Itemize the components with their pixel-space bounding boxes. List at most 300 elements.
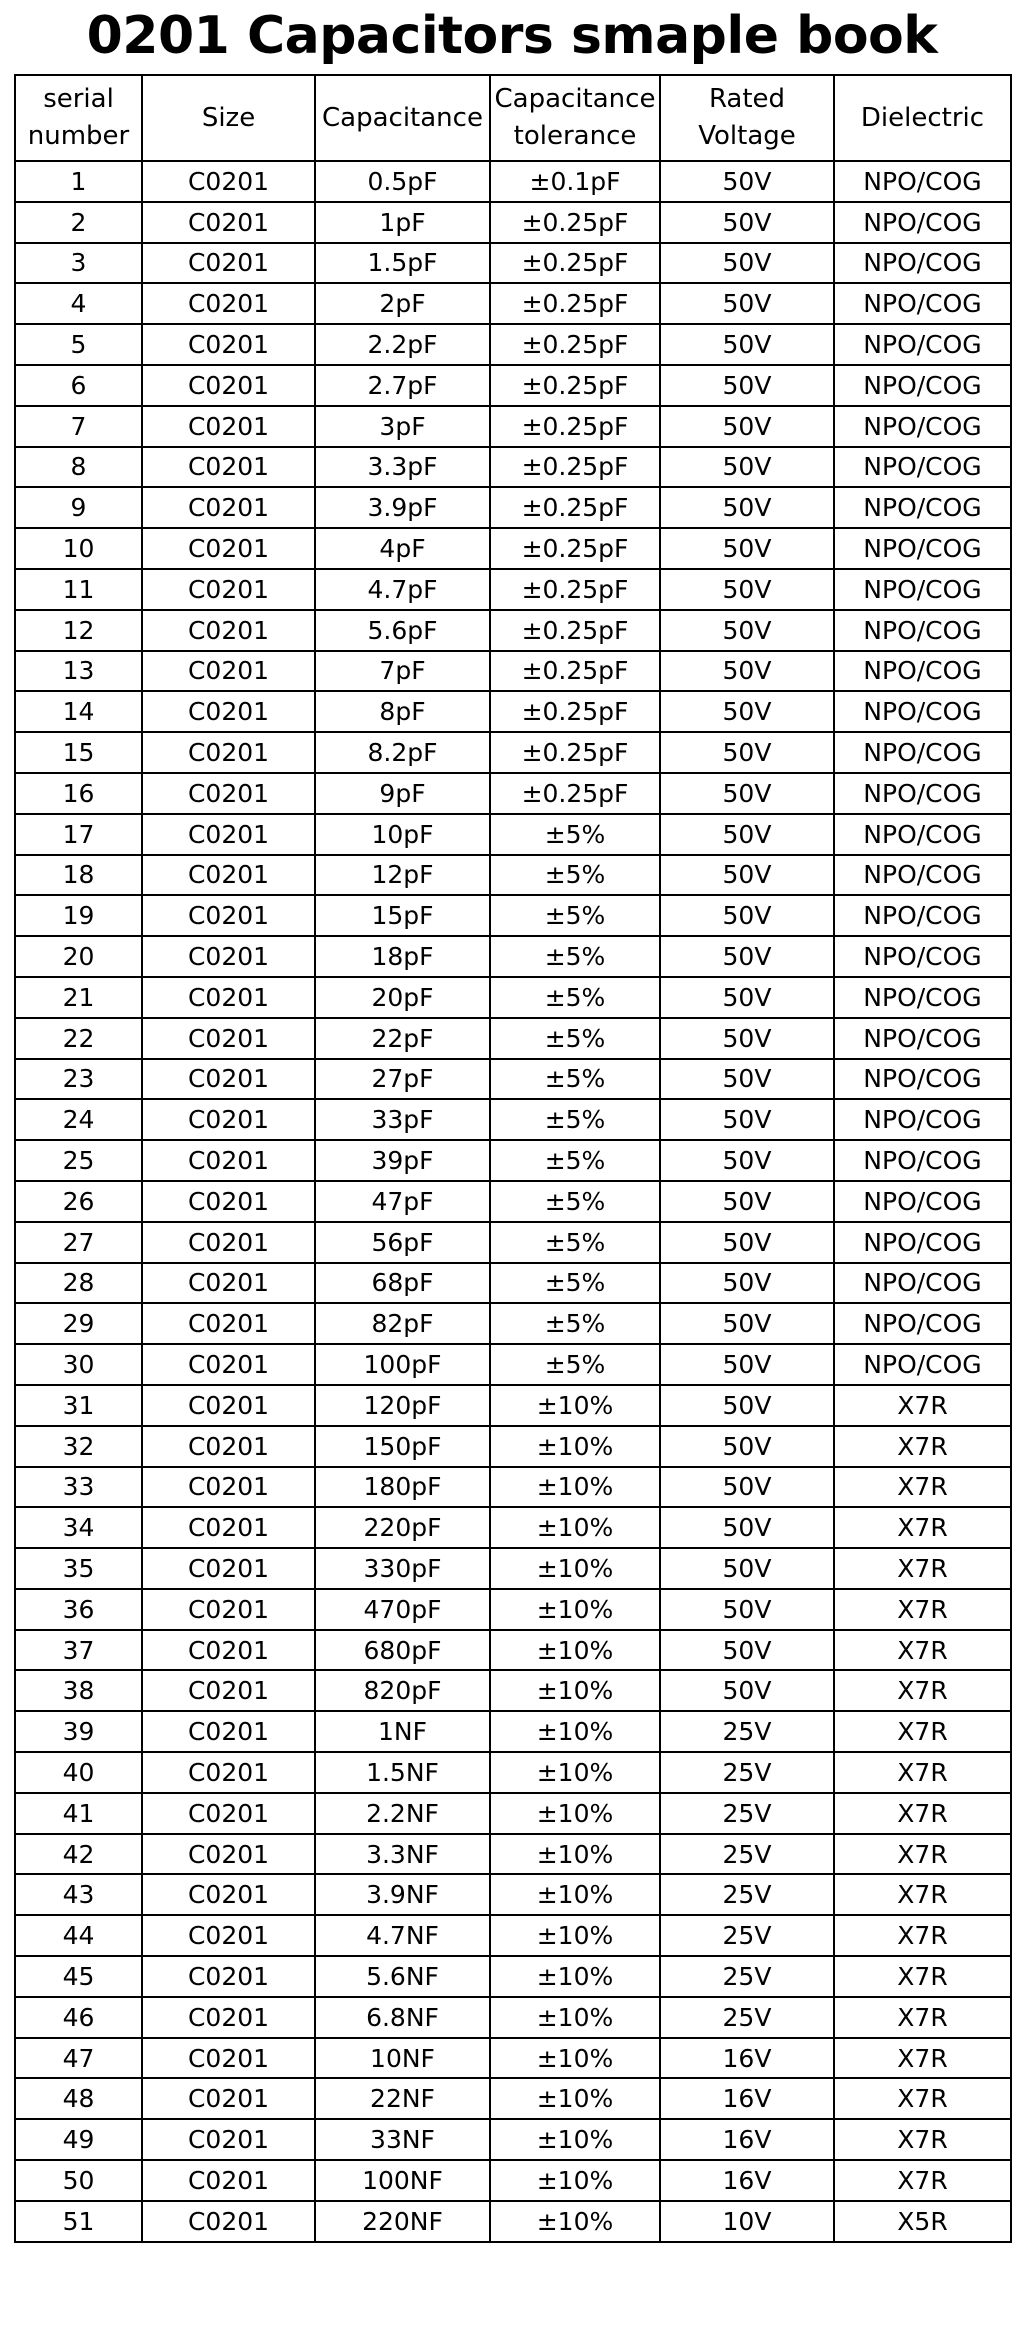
rated-voltage-cell: 25V <box>660 1752 834 1793</box>
tolerance-cell: ±5% <box>490 1018 660 1059</box>
table-row <box>15 1222 1011 1263</box>
dielectric-cell: NPO/COG <box>834 977 1011 1018</box>
capacitance-cell: 2pF <box>315 283 490 324</box>
rated-voltage-cell: 50V <box>660 569 834 610</box>
header-dielectric-label: Dielectric <box>860 102 985 133</box>
dielectric-cell: NPO/COG <box>834 895 1011 936</box>
dielectric-cell: NPO/COG <box>834 243 1011 284</box>
rated-voltage-cell: 50V <box>660 1181 834 1222</box>
size-cell: C0201 <box>142 1099 315 1140</box>
dielectric-cell: X7R <box>834 1834 1011 1875</box>
dielectric-cell: NPO/COG <box>834 651 1011 692</box>
rated-voltage-cell: 50V <box>660 1303 834 1344</box>
dielectric-cell: X7R <box>834 2160 1011 2201</box>
serial-number-cell: 44 <box>15 1915 142 1956</box>
capacitance-cell: 12pF <box>315 855 490 896</box>
size-cell: C0201 <box>142 773 315 814</box>
dielectric-cell: NPO/COG <box>834 406 1011 447</box>
size-cell: C0201 <box>142 1140 315 1181</box>
capacitance-cell: 0.5pF <box>315 161 490 202</box>
table-row <box>15 2160 1011 2201</box>
tolerance-cell: ±0.25pF <box>490 732 660 773</box>
rated-voltage-cell: 50V <box>660 1467 834 1508</box>
tolerance-cell: ±0.25pF <box>490 406 660 447</box>
capacitance-cell: 2.7pF <box>315 365 490 406</box>
header-serial-line2: number <box>27 121 130 151</box>
serial-number-cell: 47 <box>15 2038 142 2079</box>
dielectric-cell: NPO/COG <box>834 1344 1011 1385</box>
capacitance-cell: 180pF <box>315 1467 490 1508</box>
table-row <box>15 773 1011 814</box>
capacitance-cell: 3.9NF <box>315 1874 490 1915</box>
rated-voltage-cell: 25V <box>660 1915 834 1956</box>
serial-number-cell: 16 <box>15 773 142 814</box>
capacitance-cell: 5.6NF <box>315 1956 490 1997</box>
rated-voltage-cell: 50V <box>660 1630 834 1671</box>
size-cell: C0201 <box>142 855 315 896</box>
tolerance-cell: ±10% <box>490 2201 660 2242</box>
table-row <box>15 569 1011 610</box>
size-cell: C0201 <box>142 365 315 406</box>
capacitance-cell: 8pF <box>315 691 490 732</box>
rated-voltage-cell: 25V <box>660 1874 834 1915</box>
rated-voltage-cell: 50V <box>660 1548 834 1589</box>
table-row <box>15 1059 1011 1100</box>
dielectric-cell: X7R <box>834 1630 1011 1671</box>
serial-number-cell: 23 <box>15 1059 142 1100</box>
dielectric-cell: X7R <box>834 1507 1011 1548</box>
table-row <box>15 2119 1011 2160</box>
dielectric-cell: X7R <box>834 1874 1011 1915</box>
dielectric-cell: X7R <box>834 2119 1011 2160</box>
capacitance-cell: 470pF <box>315 1589 490 1630</box>
rated-voltage-cell: 25V <box>660 1793 834 1834</box>
capacitance-cell: 1NF <box>315 1711 490 1752</box>
rated-voltage-cell: 50V <box>660 161 834 202</box>
tolerance-cell: ±5% <box>490 1303 660 1344</box>
table-row <box>15 814 1011 855</box>
dielectric-cell: NPO/COG <box>834 1018 1011 1059</box>
size-cell: C0201 <box>142 2201 315 2242</box>
capacitor-table <box>14 74 1012 2243</box>
table-row <box>15 1426 1011 1467</box>
dielectric-cell: NPO/COG <box>834 691 1011 732</box>
tolerance-cell: ±10% <box>490 1915 660 1956</box>
table-row <box>15 2078 1011 2119</box>
size-cell: C0201 <box>142 1997 315 2038</box>
tolerance-cell: ±0.25pF <box>490 283 660 324</box>
dielectric-cell: X7R <box>834 1711 1011 1752</box>
size-cell: C0201 <box>142 2119 315 2160</box>
dielectric-cell: NPO/COG <box>834 365 1011 406</box>
size-cell: C0201 <box>142 1181 315 1222</box>
serial-number-cell: 18 <box>15 855 142 896</box>
dielectric-cell: X7R <box>834 1426 1011 1467</box>
tolerance-cell: ±5% <box>490 814 660 855</box>
size-cell: C0201 <box>142 936 315 977</box>
serial-number-cell: 43 <box>15 1874 142 1915</box>
size-cell: C0201 <box>142 1630 315 1671</box>
capacitance-cell: 3.9pF <box>315 487 490 528</box>
dielectric-cell: NPO/COG <box>834 202 1011 243</box>
size-cell: C0201 <box>142 1507 315 1548</box>
dielectric-cell: NPO/COG <box>834 773 1011 814</box>
rated-voltage-cell: 50V <box>660 732 834 773</box>
rated-voltage-cell: 50V <box>660 936 834 977</box>
capacitance-cell: 7pF <box>315 651 490 692</box>
header-tolerance-line1: Capacitance <box>494 84 656 114</box>
tolerance-cell: ±5% <box>490 1059 660 1100</box>
table-row <box>15 1915 1011 1956</box>
capacitance-cell: 3.3NF <box>315 1834 490 1875</box>
table-row <box>15 1344 1011 1385</box>
size-cell: C0201 <box>142 1915 315 1956</box>
capacitance-cell: 56pF <box>315 1222 490 1263</box>
size-cell: C0201 <box>142 1548 315 1589</box>
serial-number-cell: 8 <box>15 447 142 488</box>
tolerance-cell: ±10% <box>490 1997 660 2038</box>
dielectric-cell: X7R <box>834 1997 1011 2038</box>
tolerance-cell: ±5% <box>490 855 660 896</box>
rated-voltage-cell: 10V <box>660 2201 834 2242</box>
table-row <box>15 895 1011 936</box>
size-cell: C0201 <box>142 977 315 1018</box>
tolerance-cell: ±10% <box>490 1467 660 1508</box>
capacitance-cell: 27pF <box>315 1059 490 1100</box>
header-size-label: Size <box>201 102 256 133</box>
size-cell: C0201 <box>142 1956 315 1997</box>
table-row <box>15 732 1011 773</box>
tolerance-cell: ±0.25pF <box>490 243 660 284</box>
dielectric-cell: NPO/COG <box>834 1181 1011 1222</box>
serial-number-cell: 31 <box>15 1385 142 1426</box>
dielectric-cell: NPO/COG <box>834 732 1011 773</box>
size-cell: C0201 <box>142 1834 315 1875</box>
dielectric-cell: NPO/COG <box>834 569 1011 610</box>
size-cell: C0201 <box>142 283 315 324</box>
rated-voltage-cell: 50V <box>660 855 834 896</box>
table-row <box>15 2038 1011 2079</box>
size-cell: C0201 <box>142 528 315 569</box>
serial-number-cell: 41 <box>15 1793 142 1834</box>
size-cell: C0201 <box>142 732 315 773</box>
dielectric-cell: X7R <box>834 2038 1011 2079</box>
rated-voltage-cell: 16V <box>660 2038 834 2079</box>
header-rated-voltage <box>660 75 834 161</box>
dielectric-cell: NPO/COG <box>834 855 1011 896</box>
tolerance-cell: ±0.25pF <box>490 773 660 814</box>
dielectric-cell: NPO/COG <box>834 324 1011 365</box>
capacitance-cell: 2.2NF <box>315 1793 490 1834</box>
tolerance-cell: ±0.25pF <box>490 610 660 651</box>
capacitance-cell: 120pF <box>315 1385 490 1426</box>
header-tolerance-line2: tolerance <box>513 121 637 151</box>
serial-number-cell: 27 <box>15 1222 142 1263</box>
rated-voltage-cell: 50V <box>660 283 834 324</box>
capacitance-cell: 10NF <box>315 2038 490 2079</box>
dielectric-cell: NPO/COG <box>834 1099 1011 1140</box>
dielectric-cell: NPO/COG <box>834 447 1011 488</box>
rated-voltage-cell: 50V <box>660 1426 834 1467</box>
table-row <box>15 1956 1011 1997</box>
table-row <box>15 1630 1011 1671</box>
rated-voltage-cell: 50V <box>660 1018 834 1059</box>
dielectric-cell: X7R <box>834 1467 1011 1508</box>
size-cell: C0201 <box>142 324 315 365</box>
rated-voltage-cell: 16V <box>660 2119 834 2160</box>
rated-voltage-cell: 50V <box>660 1385 834 1426</box>
capacitance-cell: 33NF <box>315 2119 490 2160</box>
dielectric-cell: NPO/COG <box>834 161 1011 202</box>
dielectric-cell: X7R <box>834 1670 1011 1711</box>
serial-number-cell: 13 <box>15 651 142 692</box>
tolerance-cell: ±10% <box>490 2119 660 2160</box>
table-row <box>15 1793 1011 1834</box>
tolerance-cell: ±0.25pF <box>490 487 660 528</box>
dielectric-cell: NPO/COG <box>834 1222 1011 1263</box>
rated-voltage-cell: 25V <box>660 1834 834 1875</box>
size-cell: C0201 <box>142 1059 315 1100</box>
table-row <box>15 2201 1011 2242</box>
header-row <box>15 75 1011 161</box>
capacitance-cell: 100NF <box>315 2160 490 2201</box>
tolerance-cell: ±0.25pF <box>490 569 660 610</box>
dielectric-cell: X7R <box>834 1915 1011 1956</box>
capacitance-cell: 220pF <box>315 1507 490 1548</box>
table-row <box>15 1018 1011 1059</box>
size-cell: C0201 <box>142 610 315 651</box>
dielectric-cell: NPO/COG <box>834 814 1011 855</box>
table-row <box>15 487 1011 528</box>
rated-voltage-cell: 50V <box>660 610 834 651</box>
dielectric-cell: NPO/COG <box>834 1263 1011 1304</box>
rated-voltage-cell: 50V <box>660 243 834 284</box>
header-voltage-line1: Rated <box>708 84 786 114</box>
serial-number-cell: 11 <box>15 569 142 610</box>
rated-voltage-cell: 50V <box>660 651 834 692</box>
serial-number-cell: 40 <box>15 1752 142 1793</box>
dielectric-cell: X5R <box>834 2201 1011 2242</box>
tolerance-cell: ±5% <box>490 1222 660 1263</box>
capacitance-cell: 1.5NF <box>315 1752 490 1793</box>
table-row <box>15 447 1011 488</box>
rated-voltage-cell: 50V <box>660 1263 834 1304</box>
rated-voltage-cell: 50V <box>660 406 834 447</box>
size-cell: C0201 <box>142 487 315 528</box>
size-cell: C0201 <box>142 202 315 243</box>
capacitance-cell: 22NF <box>315 2078 490 2119</box>
tolerance-cell: ±5% <box>490 977 660 1018</box>
table-row <box>15 651 1011 692</box>
rated-voltage-cell: 50V <box>660 1507 834 1548</box>
rated-voltage-cell: 25V <box>660 1997 834 2038</box>
size-cell: C0201 <box>142 1589 315 1630</box>
rated-voltage-cell: 25V <box>660 1711 834 1752</box>
dielectric-cell: X7R <box>834 1548 1011 1589</box>
tolerance-cell: ±10% <box>490 1752 660 1793</box>
size-cell: C0201 <box>142 1752 315 1793</box>
size-cell: C0201 <box>142 161 315 202</box>
size-cell: C0201 <box>142 569 315 610</box>
tolerance-cell: ±10% <box>490 1834 660 1875</box>
page-title: 0201 Capacitors smaple book <box>86 6 938 66</box>
size-cell: C0201 <box>142 1385 315 1426</box>
rated-voltage-cell: 50V <box>660 691 834 732</box>
size-cell: C0201 <box>142 1018 315 1059</box>
rated-voltage-cell: 50V <box>660 202 834 243</box>
rated-voltage-cell: 50V <box>660 1099 834 1140</box>
dielectric-cell: NPO/COG <box>834 1303 1011 1344</box>
capacitance-cell: 9pF <box>315 773 490 814</box>
rated-voltage-cell: 16V <box>660 2078 834 2119</box>
tolerance-cell: ±0.25pF <box>490 202 660 243</box>
serial-number-cell: 36 <box>15 1589 142 1630</box>
tolerance-cell: ±10% <box>490 1589 660 1630</box>
capacitance-cell: 820pF <box>315 1670 490 1711</box>
size-cell: C0201 <box>142 2038 315 2079</box>
serial-number-cell: 37 <box>15 1630 142 1671</box>
size-cell: C0201 <box>142 447 315 488</box>
header-serial-number <box>15 75 142 161</box>
table-row <box>15 202 1011 243</box>
tolerance-cell: ±10% <box>490 1507 660 1548</box>
serial-number-cell: 5 <box>15 324 142 365</box>
serial-number-cell: 26 <box>15 1181 142 1222</box>
tolerance-cell: ±10% <box>490 1548 660 1589</box>
tolerance-cell: ±10% <box>490 1670 660 1711</box>
rated-voltage-cell: 50V <box>660 487 834 528</box>
rated-voltage-cell: 25V <box>660 1956 834 1997</box>
capacitance-cell: 15pF <box>315 895 490 936</box>
dielectric-cell: X7R <box>834 1793 1011 1834</box>
table-row <box>15 528 1011 569</box>
size-cell: C0201 <box>142 814 315 855</box>
serial-number-cell: 7 <box>15 406 142 447</box>
table-row <box>15 1303 1011 1344</box>
serial-number-cell: 6 <box>15 365 142 406</box>
capacitance-cell: 1pF <box>315 202 490 243</box>
header-capacitance <box>315 75 490 161</box>
tolerance-cell: ±0.25pF <box>490 528 660 569</box>
serial-number-cell: 19 <box>15 895 142 936</box>
serial-number-cell: 24 <box>15 1099 142 1140</box>
dielectric-cell: X7R <box>834 2078 1011 2119</box>
table-row <box>15 1467 1011 1508</box>
serial-number-cell: 32 <box>15 1426 142 1467</box>
capacitance-cell: 68pF <box>315 1263 490 1304</box>
tolerance-cell: ±0.25pF <box>490 447 660 488</box>
serial-number-cell: 21 <box>15 977 142 1018</box>
table-row <box>15 1589 1011 1630</box>
tolerance-cell: ±10% <box>490 1426 660 1467</box>
capacitance-cell: 39pF <box>315 1140 490 1181</box>
size-cell: C0201 <box>142 895 315 936</box>
tolerance-cell: ±0.1pF <box>490 161 660 202</box>
capacitance-cell: 18pF <box>315 936 490 977</box>
dielectric-cell: X7R <box>834 1589 1011 1630</box>
serial-number-cell: 2 <box>15 202 142 243</box>
capacitance-cell: 680pF <box>315 1630 490 1671</box>
tolerance-cell: ±10% <box>490 1630 660 1671</box>
tolerance-cell: ±10% <box>490 2160 660 2201</box>
serial-number-cell: 39 <box>15 1711 142 1752</box>
serial-number-cell: 34 <box>15 1507 142 1548</box>
table-row <box>15 243 1011 284</box>
table-header <box>15 75 1011 161</box>
dielectric-cell: NPO/COG <box>834 487 1011 528</box>
table-row <box>15 1997 1011 2038</box>
table-row <box>15 1099 1011 1140</box>
serial-number-cell: 28 <box>15 1263 142 1304</box>
serial-number-cell: 10 <box>15 528 142 569</box>
rated-voltage-cell: 50V <box>660 814 834 855</box>
serial-number-cell: 38 <box>15 1670 142 1711</box>
rated-voltage-cell: 50V <box>660 1344 834 1385</box>
rated-voltage-cell: 50V <box>660 977 834 1018</box>
capacitance-cell: 82pF <box>315 1303 490 1344</box>
table-row <box>15 1140 1011 1181</box>
dielectric-cell: X7R <box>834 1752 1011 1793</box>
capacitance-cell: 220NF <box>315 2201 490 2242</box>
serial-number-cell: 30 <box>15 1344 142 1385</box>
tolerance-cell: ±10% <box>490 2078 660 2119</box>
tolerance-cell: ±10% <box>490 1711 660 1752</box>
serial-number-cell: 20 <box>15 936 142 977</box>
serial-number-cell: 17 <box>15 814 142 855</box>
capacitance-cell: 150pF <box>315 1426 490 1467</box>
tolerance-cell: ±10% <box>490 1956 660 1997</box>
tolerance-cell: ±10% <box>490 1874 660 1915</box>
rated-voltage-cell: 50V <box>660 895 834 936</box>
dielectric-cell: NPO/COG <box>834 1140 1011 1181</box>
capacitance-cell: 4.7pF <box>315 569 490 610</box>
serial-number-cell: 45 <box>15 1956 142 1997</box>
rated-voltage-cell: 50V <box>660 1140 834 1181</box>
capacitance-cell: 4.7NF <box>315 1915 490 1956</box>
dielectric-cell: X7R <box>834 1956 1011 1997</box>
dielectric-cell: NPO/COG <box>834 1059 1011 1100</box>
size-cell: C0201 <box>142 651 315 692</box>
serial-number-cell: 9 <box>15 487 142 528</box>
table-row <box>15 1711 1011 1752</box>
size-cell: C0201 <box>142 1874 315 1915</box>
tolerance-cell: ±5% <box>490 895 660 936</box>
rated-voltage-cell: 50V <box>660 447 834 488</box>
capacitance-cell: 8.2pF <box>315 732 490 773</box>
serial-number-cell: 1 <box>15 161 142 202</box>
table-row <box>15 691 1011 732</box>
serial-number-cell: 49 <box>15 2119 142 2160</box>
serial-number-cell: 50 <box>15 2160 142 2201</box>
rated-voltage-cell: 50V <box>660 773 834 814</box>
size-cell: C0201 <box>142 1793 315 1834</box>
serial-number-cell: 14 <box>15 691 142 732</box>
rated-voltage-cell: 16V <box>660 2160 834 2201</box>
dielectric-cell: NPO/COG <box>834 610 1011 651</box>
size-cell: C0201 <box>142 243 315 284</box>
tolerance-cell: ±5% <box>490 1099 660 1140</box>
capacitance-cell: 100pF <box>315 1344 490 1385</box>
table-row <box>15 406 1011 447</box>
table-row <box>15 610 1011 651</box>
capacitance-cell: 22pF <box>315 1018 490 1059</box>
dielectric-cell: NPO/COG <box>834 528 1011 569</box>
table-row <box>15 936 1011 977</box>
header-voltage-line2: Voltage <box>698 121 796 151</box>
capacitance-cell: 47pF <box>315 1181 490 1222</box>
header-tolerance <box>490 75 660 161</box>
table-row <box>15 1548 1011 1589</box>
